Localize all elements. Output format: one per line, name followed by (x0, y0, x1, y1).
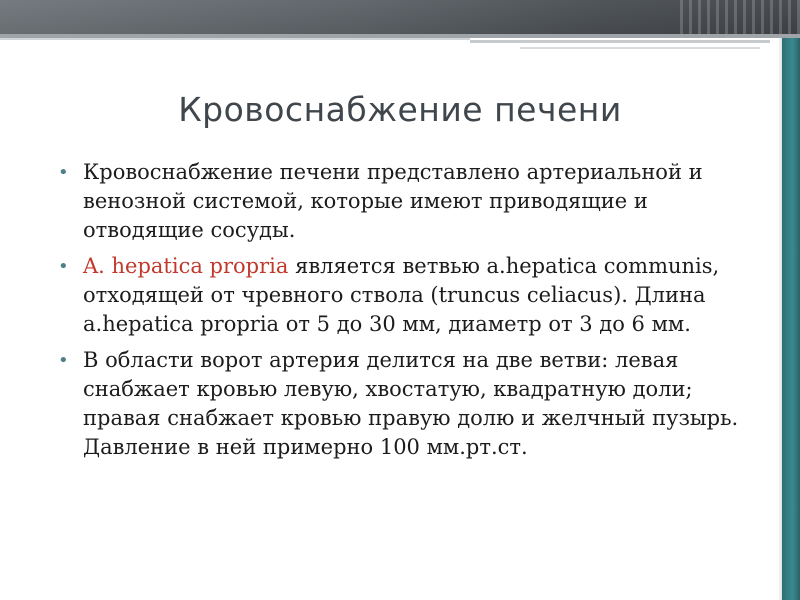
highlighted-term: A. hepatica propria (83, 254, 289, 278)
bullet-icon: • (58, 162, 69, 183)
bullet-text: Кровоснабжение печени представлено артериальной и венозной системой, которые имеют приводящие и отводящие сосуды. (83, 160, 703, 242)
list-item (58, 158, 758, 245)
bullet-icon: • (58, 256, 69, 277)
accent-line (520, 47, 760, 49)
list-item (58, 346, 758, 462)
bullet-text: является ветвью a.hepatica communis, отходящей от чревного ствола (truncus celiacus). Длина a.hepatica propria от 5 до 30 мм, диаметр от 3 до 6 мм. (83, 254, 720, 336)
accent-line (0, 38, 470, 40)
accent-line (470, 40, 770, 43)
right-accent-bar (782, 38, 800, 600)
list-item (58, 252, 758, 339)
bullet-list (58, 158, 758, 469)
bullet-text: В области ворот артерия делится на две ветви: левая снабжает кровью левую, хвостатую, квадратную доли; правая снабжает кровью правую долю и желчный пузырь. Давление в ней примерно 100 мм.рт.ст. (83, 348, 739, 459)
bullet-icon: • (58, 350, 69, 371)
top-band-stripes (680, 0, 800, 34)
slide-title: Кровоснабжение печени (178, 90, 622, 129)
